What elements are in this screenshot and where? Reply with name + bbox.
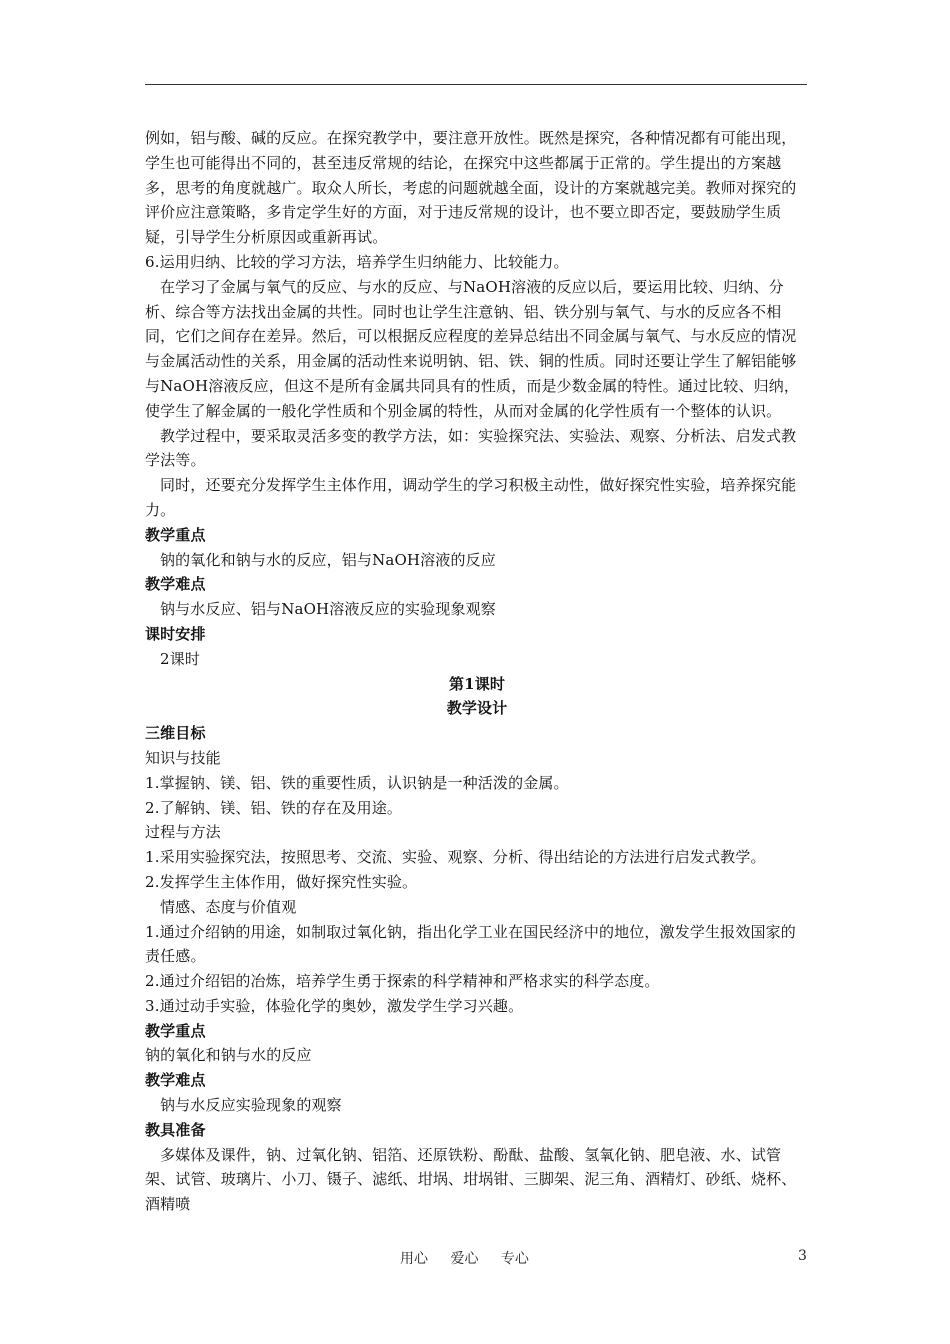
goal-emotion-2: 2.通过介绍铝的冶炼，培养学生勇于探索的科学精神和严格求实的科学态度。 (145, 972, 660, 991)
difficulties-text: 钠与水反应、铝与NaOH溶液反应的实验现象观察 (160, 600, 496, 619)
footer-motto: 用心 爱心 专心 (400, 1251, 529, 1267)
heading-key-points: 教学重点 (145, 525, 206, 544)
document-body (145, 126, 809, 1217)
key-points-text-2: 钠的氧化和钠与水的反应 (145, 1046, 312, 1065)
paragraph-compare-induce: 在学习了金属与氧气的反应、与水的反应、与NaOH溶液的反应以后，要运用比较、归纳、分析、综合等方法找出金属的共性。同时也让学生注意钠、铝、铁分别与氧气、与水的反应各不相同，它们之间存在差异。然后，可以根据反应程度的差异总结出不同金属与氧气、与水反应的情况与金属活动性的关系，用金属的活动性来说明钠、铝、铁、铜的性质。同时还要让学生了解铝能够与NaOH溶液反应，但这不是所有金属共同具有的性质，而是少数金属的特性。通过比较、归纳，使学生了解金属的一般化学性质和个别金属的特性，从而对金属的化学性质有一个整体的认识。 (145, 277, 800, 420)
heading-three-goals: 三维目标 (145, 724, 206, 743)
heading-teaching-tools: 教具准备 (145, 1120, 206, 1139)
goal-process-1: 1.采用实验探究法，按照思考、交流、实验、观察、分析、得出结论的方法进行启发式教学。 (145, 848, 766, 867)
goal-knowledge-2: 2.了解钠、镁、铝、铁的存在及用途。 (145, 798, 403, 817)
paragraph-student-role: 同时，还要充分发挥学生主体作用，调动学生的学习积极主动性，做好探究性实验，培养探究能力。 (145, 476, 797, 519)
goal-emotion-heading: 情感、态度与价值观 (160, 897, 297, 916)
paragraph-point-6: 6.运用归纳、比较的学习方法，培养学生归纳能力、比较能力。 (145, 252, 569, 271)
lesson-title: 第1课时 (448, 674, 506, 693)
goal-process-heading: 过程与方法 (145, 823, 221, 842)
difficulties-text-2: 钠与水反应实验现象的观察 (160, 1096, 342, 1115)
goal-emotion-1: 1.通过介绍钠的用途，如制取过氧化钠，指出化学工业在国民经济中的地位，激发学生报效国家的责任感。 (145, 922, 796, 966)
page-number: 3 (798, 1248, 807, 1264)
lesson-subtitle: 教学设计 (446, 699, 508, 718)
paragraph-teaching-methods: 教学过程中，要采取灵活多变的教学方法，如：实验探究法、实验法、观察、分析法、启发式教学法等。 (145, 426, 797, 470)
heading-schedule: 课时安排 (145, 624, 206, 643)
goal-process-2: 2.发挥学生主体作用，做好探究性实验。 (145, 872, 418, 891)
teaching-tools-text: 多媒体及课件，钠、过氧化钠、铝箔、还原铁粉、酚酞、盐酸、氢氧化钠、肥皂液、水、试管架、试管、玻璃片、小刀、镊子、滤纸、坩埚、坩埚钳、三脚架、泥三角、酒精灯、砂纸、烧杯、酒精喷 (145, 1145, 797, 1214)
header-rule (145, 84, 807, 85)
goal-knowledge-heading: 知识与技能 (145, 748, 221, 767)
heading-difficulties: 教学难点 (145, 575, 206, 594)
heading-difficulties-2: 教学难点 (145, 1071, 206, 1090)
key-points-text: 钠的氧化和钠与水的反应，铝与NaOH溶液的反应 (160, 550, 496, 569)
goal-knowledge-1: 1.掌握钠、镁、铝、铁的重要性质，认识钠是一种活泼的金属。 (145, 773, 569, 792)
goal-emotion-3: 3.通过动手实验，体验化学的奥妙，激发学生学习兴趣。 (145, 996, 524, 1015)
heading-key-points-2: 教学重点 (145, 1021, 206, 1040)
paragraph-inquiry-openness: 例如，铝与酸、碱的反应。在探究教学中，要注意开放性。既然是探究，各种情况都有可能出现，学生也可能得出不同的，甚至违反常规的结论，在探究中这些都属于正常的。学生提出的方案越多，思考的角度就越广。取众人所长，考虑的问题就越全面，设计的方案就越完美。教师对探究的评价应注意策略，多肯定学生好的方面，对于违反常规的设计，也不要立即否定，要鼓励学生质疑，引导学生分析原因或重新再试。 (145, 129, 797, 247)
schedule-text: 2课时 (160, 649, 200, 668)
